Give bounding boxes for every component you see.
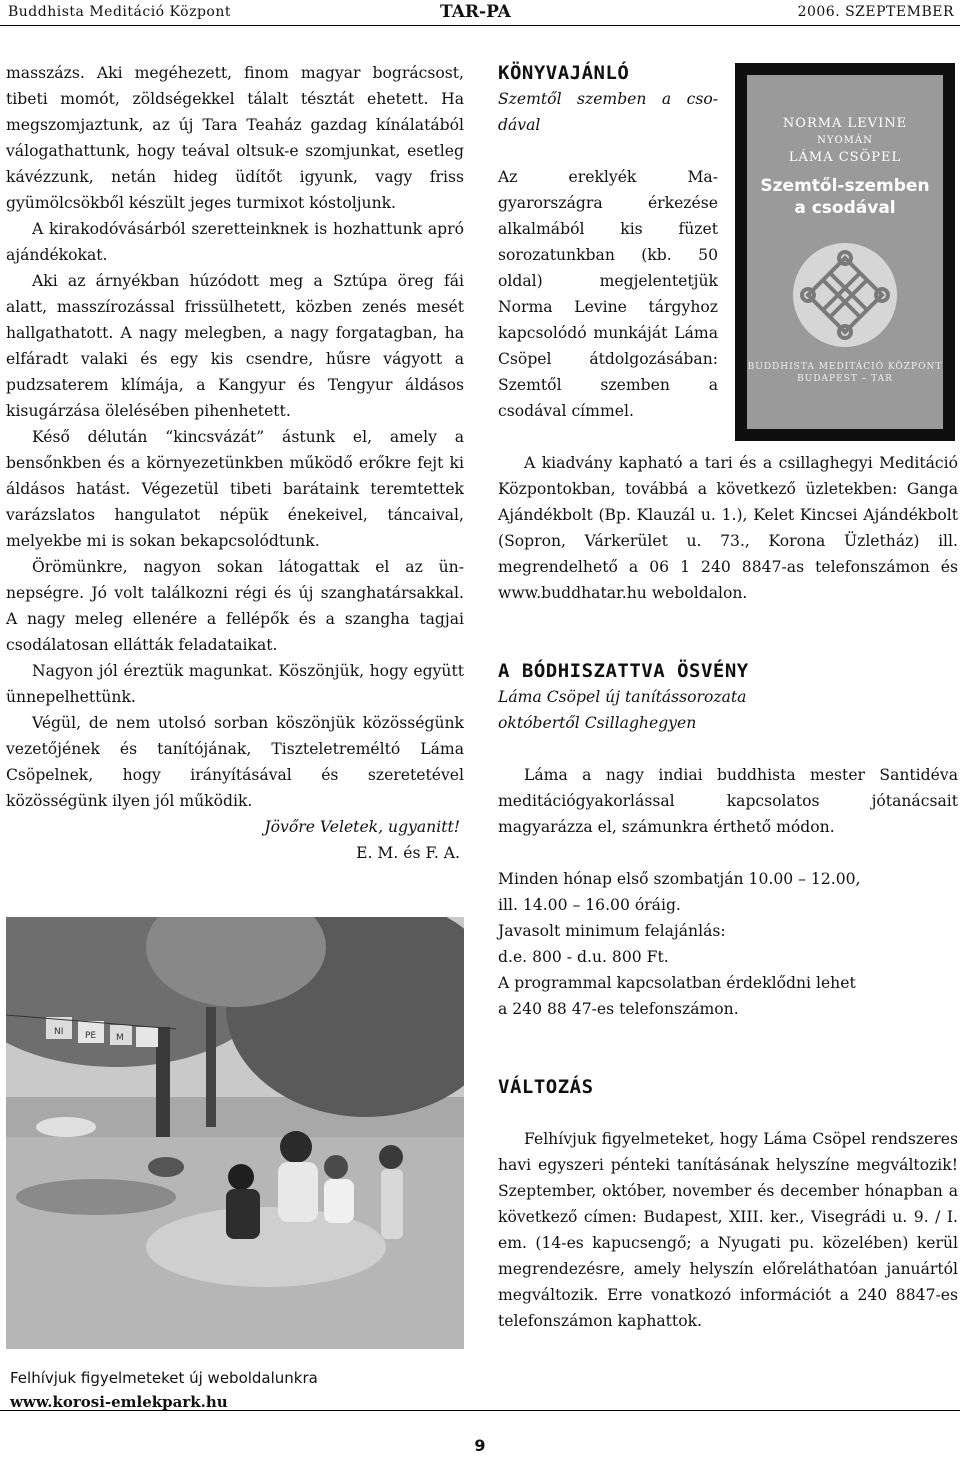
header-title: TAR-PA	[440, 2, 511, 22]
offering-label: Javasolt minimum felajánlás:	[498, 922, 726, 940]
book-description: Az ereklyék Magyarországra érkezése alkalmából kis füzet sorozatunkban (kb. 50 oldal) megjelentetjük Norma Levine tárgyhoz kapcsolódó munkáját Láma Csöpel átdolgozásában: Szemtől szemben a csodával címmel.	[498, 168, 718, 420]
page-number: 9	[474, 1436, 486, 1455]
cover-author-name: NORMA LEVINE	[782, 116, 908, 131]
section-title-konyvajanlo: KÖNYVAJÁNLÓ	[498, 62, 630, 84]
offering-value: d.e. 800 - d.u. 800 Ft.	[498, 948, 669, 966]
cover-author-connector: NYOMÁN	[817, 135, 873, 146]
section-subtitle: Szemtől szemben a csodával	[498, 90, 718, 134]
caption-text: Felhívjuk figyelmeteket új weboldalunkra	[10, 1369, 318, 1387]
schedule-line: Minden hónap első szombatján 10.00 – 12.00,	[498, 870, 861, 888]
article-paragraph: masszázs. Aki megéhezett, finom magyar bográcsost, tibeti momót, zöldségekkel tálalt tésztát ehetett. Ha megszomjaztunk, az új Tara Teaház gazdag kínálatából válogathattunk, hogy teával oltsuk-e szomjunkat, esetleg kávézzunk, netán hideg üdítőt igyunk, vagy friss gyümölcsökből készült jeges turmixot kóstoljunk.	[6, 64, 464, 212]
article-paragraph: Késő délután “kincsvázát” ástunk el, amely a bensőnkben és a környezetünkben működő erőkre fejt ki áldásos hatást. Végezetül tibeti barátaink teremtettek varázslatos hangulatot népük énekeivel, táncaival, melyekbe mi is sokan bekapcsolódtunk.	[6, 428, 464, 550]
valtozas-notice: Felhívjuk figyelmeteket, hogy Láma Csöpel rendszeres havi egyszeri pénteki tanításának helyszíne megváltozik! Szeptember, október, november és december hónapban a következő címen: Budapest, XIII. ker., Visegrádi u. 9. / I. em. (14-es kapucsengő; a Nyugati pu. közelében) kerül megrendezésre, amely helyszín előreláthatóan januártól megváltozik. Erre vonatkozó információt a 240 8847-es telefonszámon kaphattok.	[498, 1130, 958, 1330]
banner-letter: PE	[85, 1031, 97, 1041]
bodhi-subtitle: Láma Csöpel új tanítássorozata	[498, 688, 747, 706]
schedule-line: ill. 14.00 – 16.00 óráig.	[498, 896, 681, 914]
article-paragraph: A kirakodóvásárból szeretteinknek is hozhattunk apró ajándékokat.	[6, 220, 464, 264]
cover-publisher-city: BUDAPEST – TAR	[797, 374, 893, 384]
contact-line: A programmal kapcsolatban érdeklődni lehet	[498, 974, 856, 992]
signature-authors: E. M. és F. A.	[356, 844, 460, 862]
cover-title-line2: a csodával	[794, 198, 896, 218]
article-paragraph: Végül, de nem utolsó sorban köszönjük közösségünk vezetőjének és tanítójának, Tiszteletreméltó Láma Csöpelnek, hogy irányításával és szeretetével közösségünk ilyen jól működik.	[6, 714, 464, 810]
section-title-valtozas: VÁLTOZÁS	[498, 1076, 594, 1098]
cover-author-lama: LÁMA CSÖPEL	[788, 150, 902, 165]
cover-publisher-name: BUDDHISTA MEDITÁCIÓ KÖZPONT	[747, 362, 943, 372]
signature-wish: Jövőre Veletek, ugyanitt!	[264, 818, 460, 836]
header-rule	[0, 25, 960, 26]
banner-letter: M	[116, 1033, 124, 1043]
article-paragraph: Aki az árnyékban húzódott meg a Sztúpa öreg fái alatt, masszírozással frissülhetett, közben zenés mesét hallgathatott. A nagy melegben, a nagy forgatagban, ha elfáradt valaki és egy kis csendre, hűsre vágyott a pudzsaterem klímája, a Kangyur és Tengyur áldásos kisugárzása ölelésében pihenhetett.	[6, 272, 464, 420]
bodhi-description: Láma a nagy indiai buddhista mester Santidéva meditációgyakorlással kapcsolatos jótanácsait magyarázza el, számunkra érthető módon.	[498, 766, 958, 836]
header-date: 2006. SZEPTEMBER	[797, 4, 954, 20]
contact-line: a 240 88 47-es telefonszámon.	[498, 1000, 739, 1018]
section-title-bodhiszattva: A BÓDHISZATTVA ÖSVÉNY	[498, 660, 749, 682]
header-org: Buddhista Meditáció Központ	[8, 4, 231, 20]
article-paragraph: Nagyon jól éreztük magunkat. Köszönjük, hogy együtt ünnepelhettünk.	[6, 662, 464, 706]
website-link[interactable]: www.korosi-emlekpark.hu	[10, 1393, 228, 1411]
article-paragraph: Örömünkre, nagyon sokan látogattak el az ünnepségre. Jó volt találkozni régi és új szanghatársakkal. A nagy meleg ellenére a fellépők és a szangha tagjai csodálatosan ellátták feladataikat.	[6, 558, 464, 654]
photo-illustration	[6, 917, 464, 1349]
banner-letter: NI	[54, 1027, 64, 1037]
footer-rule	[0, 1410, 960, 1411]
festival-photo	[6, 917, 464, 1349]
right-column	[498, 60, 958, 1334]
book-availability: A kiadvány kapható a tari és a csillaghegyi Meditáció Központokban, továbbá a következő üzletekben: Ganga Ajándékbolt (Bp. Klauzál u. 1.), Kelet Kincsei Ajándékbolt (Sopron, Várkerület u. 73., Korona Üzletház) ill. megrendelhető a 06 1 240 8847-as telefonszámon és www.buddhatar.hu weboldalon.	[498, 454, 958, 602]
page-header	[0, 0, 960, 26]
cover-title-line1: Szemtől-szemben	[760, 176, 930, 196]
left-column	[6, 60, 464, 866]
bodhi-subtitle-2: októbertől Csillaghegyen	[498, 714, 697, 732]
photo-caption	[10, 1366, 464, 1414]
